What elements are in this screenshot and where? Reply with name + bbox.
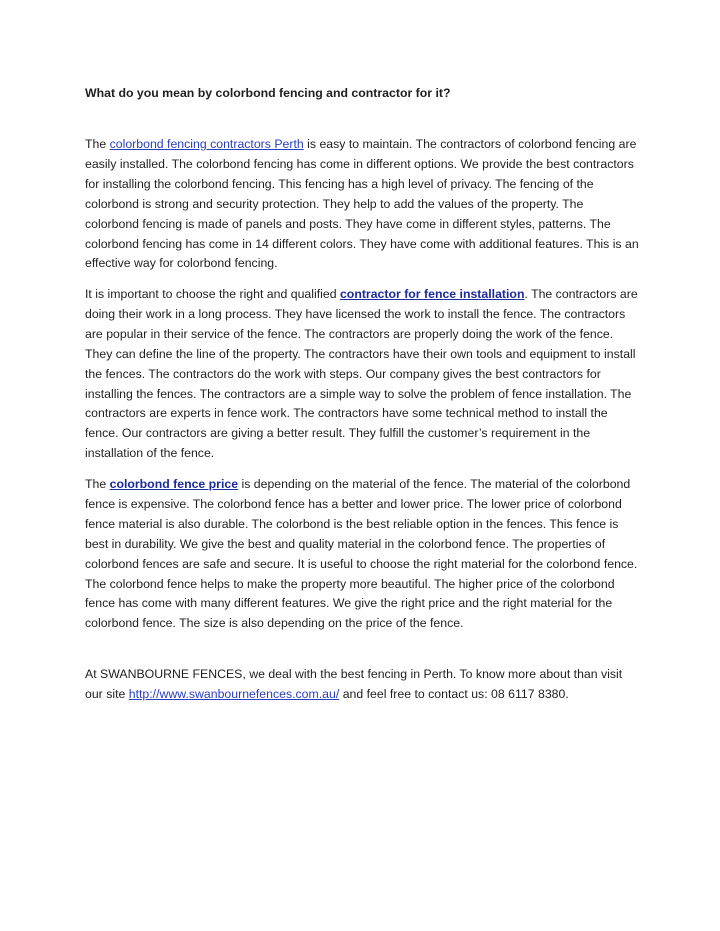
paragraph-1-text-before: The bbox=[85, 137, 110, 151]
paragraph-4-text-before: At SWANBOURNE FENCES, we deal with the best fencing in Perth. To know more about than visit our site bbox=[85, 667, 623, 701]
colorbond-fencing-contractors-perth-link[interactable]: colorbond fencing contractors Perth bbox=[109, 137, 304, 151]
document-heading: What do you mean by colorbond fencing and contractor for it? bbox=[85, 86, 451, 100]
paragraph-1-text-after: is easy to maintain. The contractors of colorbond fencing are easily installed. The colorbond fencing has come in different options. We provide the best contractors for installing the colorbond fencing. This fencing has a high level of privacy. The fencing of the colorbond is strong and security protection. They help to add the values of the property. The colorbond fencing is made of panels and posts. They have come in different styles, patterns. The colorbond fencing has come in 14 different colors. They have come with additional features. This is an effective way for colorbond fencing. bbox=[85, 137, 639, 271]
paragraph-4 bbox=[85, 665, 640, 705]
colorbond-fence-price-link[interactable]: colorbond fence price bbox=[109, 477, 239, 491]
paragraph-3 bbox=[85, 475, 640, 634]
paragraph-3-text-after: is depending on the material of the fence. The material of the colorbond fence is expensive. The colorbond fence has a better and lower price. The lower price of colorbond fence material is also durable. The colorbond is the best reliable option in the fences. This fence is best in durability. We give the best and quality material in the colorbond fence. The properties of colorbond fences are safe and secure. It is useful to choose the right material for the colorbond fence. The colorbond fence helps to make the property more beautiful. The higher price of the colorbond fence has come with many different features. We give the right price and the right material for the colorbond fence. The size is also depending on the price of the fence. bbox=[85, 477, 638, 631]
paragraph-4-text-after: and feel free to contact us: 08 6117 8380. bbox=[339, 686, 569, 701]
contractor-for-fence-installation-link[interactable]: contractor for fence installation bbox=[339, 287, 525, 301]
paragraph-3-text-before: The bbox=[85, 477, 110, 491]
paragraph-2 bbox=[85, 285, 640, 464]
paragraph-2-text-before: It is important to choose the right and qualified bbox=[85, 287, 340, 301]
paragraph-1 bbox=[85, 135, 640, 274]
paragraph-2-text-after: . The contractors are doing their work in a long process. They have licensed the work to install the fence. The contractors are popular in their service of the fence. The contractors are properly doing the work of the fence. They can define the line of the property. The contractors have their own tools and equipment to install the fences. The contractors do the work with steps. Our company gives the best contractors for installing the fences. The contractors are a simple way to solve the problem of fence installation. The contractors are experts in fence work. The contractors have some technical method to install the fence. Our contractors are giving a better result. They fulfill the customer’s requirement in the installation of the fence. bbox=[85, 287, 638, 461]
swanbourne-fences-website-link[interactable]: http://www.swanbournefences.com.au/ bbox=[128, 686, 340, 701]
